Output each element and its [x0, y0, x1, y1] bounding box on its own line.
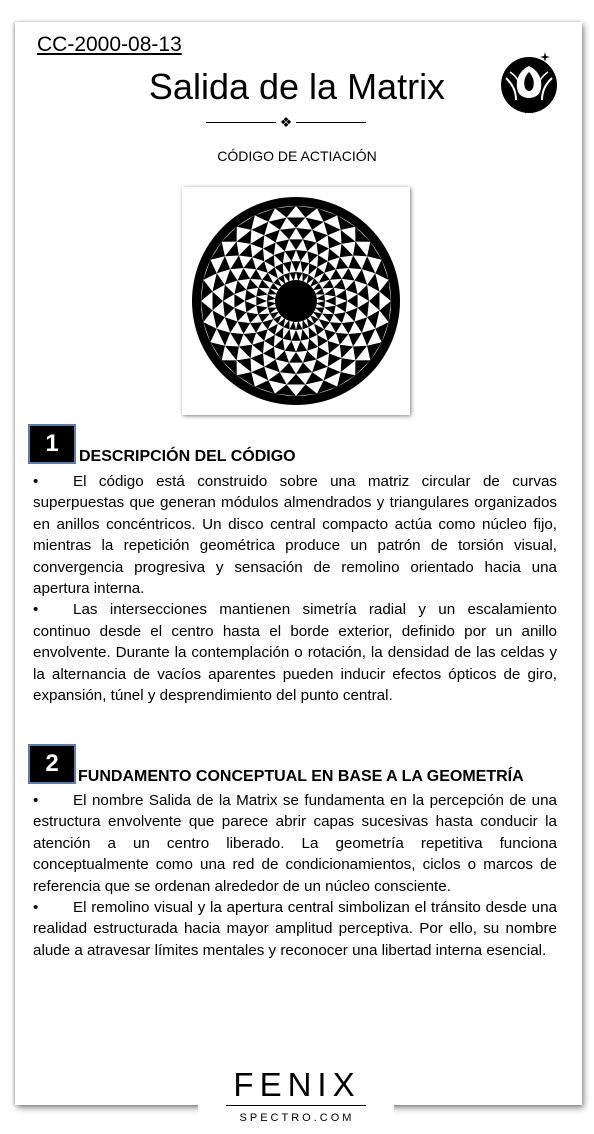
brand-rule	[226, 1105, 366, 1106]
paragraph-text: El código está construido sobre una matriz circular de curvas superpuestas que generan módulos almendrados y triangulares organizados en anillos concéntricos. Un disco central compacto actúa como núcleo fijo, mientras la repetición geométrica produce un patrón de torsión visual, convergencia progresiva y sensación de remolino orientado hacia una apertura interna.	[33, 473, 557, 598]
mandala-figure	[182, 187, 410, 415]
section-number-badge: 1	[28, 424, 76, 464]
brand-site: SPECTRO.COM	[239, 1112, 355, 1124]
paragraph-text: El nombre Salida de la Matrix se fundamenta en la percepción de una estructura envolvente que parece abrir capas sucesivas hasta conducir la atención a un centro liberado. La geometría repetitiva funciona conceptualmente como una red de condicionamientos, ciclos o marcos de referencia que se ordenan alrededor de un núcleo consciente.	[33, 792, 557, 895]
diamond-icon: ❖	[279, 114, 293, 130]
section-number-badge: 2	[28, 744, 76, 784]
bullet-icon: •	[33, 601, 39, 619]
title-divider	[206, 114, 366, 130]
code-reference: CC-2000-08-13	[37, 33, 182, 56]
bullet-paragraph	[33, 897, 557, 961]
code-subtitle: CÓDIGO DE ACTIACIÓN	[217, 148, 377, 164]
bullet-paragraph	[33, 599, 557, 706]
bullet-icon: •	[33, 473, 39, 490]
bullet-paragraph	[33, 471, 557, 599]
page-title: Salida de la Matrix	[148, 66, 446, 107]
bullet-icon: •	[33, 899, 39, 917]
bullet-paragraph	[33, 790, 557, 897]
section-body	[33, 471, 557, 706]
section-heading: DESCRIPCIÓN DEL CÓDIGO	[79, 448, 296, 465]
paragraph-text: El remolino visual y la apertura central simbolizan el tránsito desde una realidad estructurada hacia mayor amplitud perceptiva. Por ello, su nombre alude a atravesar límites mentales y reconocer una libertad interna esencial.	[33, 899, 557, 959]
paragraph-text: Las intersecciones mantienen simetría radial y un escalamiento continuo desde el centro hasta el borde exterior, definido por un anillo envolvente. Durante la contemplación o rotación, la densidad de las celdas y la alternancia de vacíos aparentes pueden inducir efectos ópticos de giro, expansión, túnel y desprendimiento del punto central.	[33, 601, 557, 705]
section-body	[33, 790, 557, 961]
section-heading: FUNDAMENTO CONCEPTUAL EN BASE A LA GEOMETRÍA	[78, 768, 524, 785]
bullet-icon: •	[33, 792, 39, 809]
brand-name: FENIX	[233, 1066, 361, 1103]
phoenix-icon	[498, 48, 562, 116]
